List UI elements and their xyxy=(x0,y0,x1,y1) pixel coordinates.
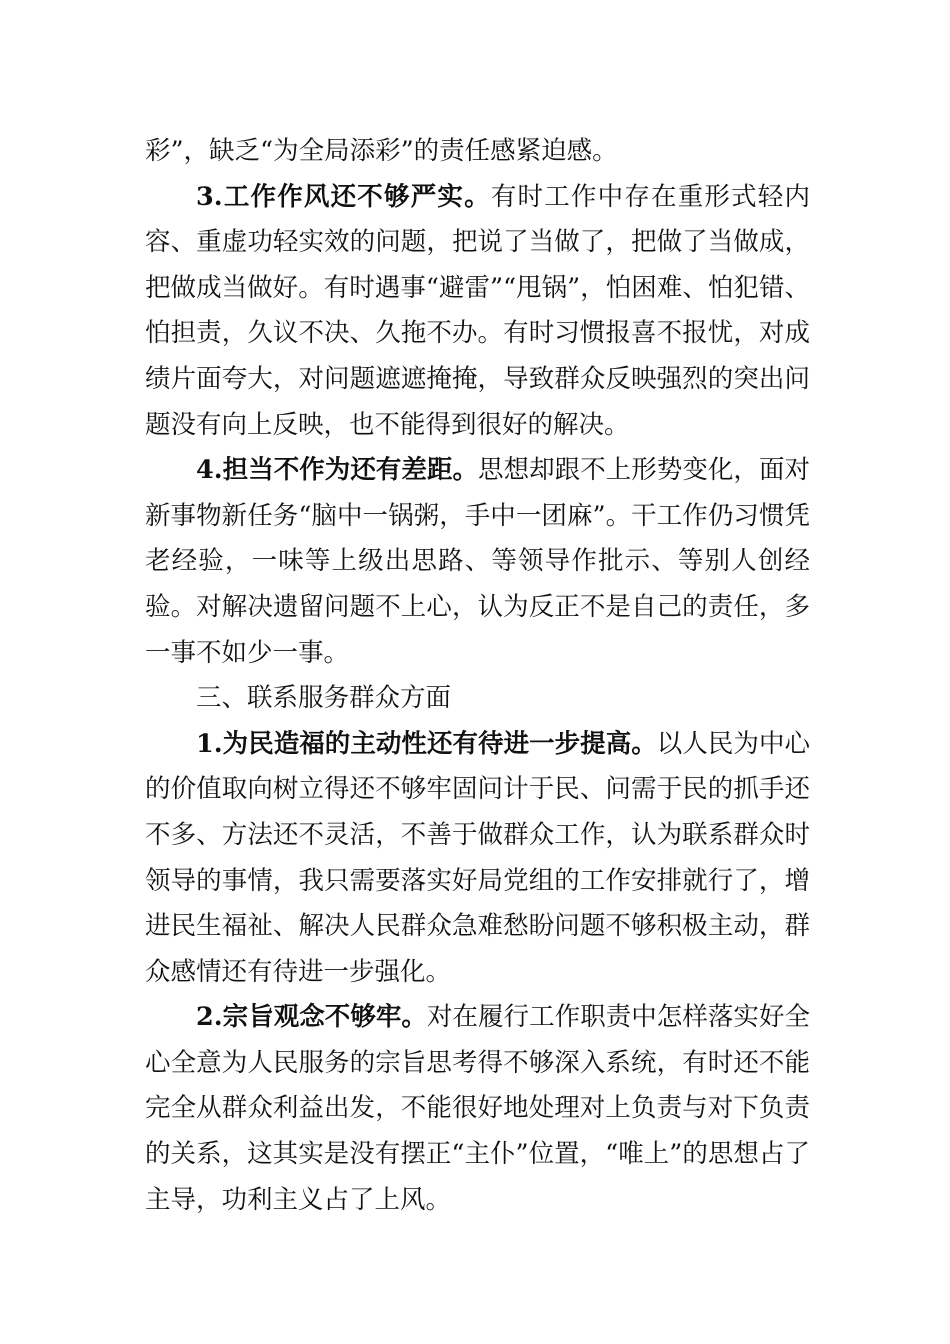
paragraph-text: 对在履行工作职责中怎样落实好全心全意为人民服务的宗旨思考得不够深入系统，有时还不能完全从群众利益出发，不能很好地处理对上负责与对下负责的关系，这其实是没有摆正“主仆”位置，“唯上”的思想占了主导，功利主义占了上风。 xyxy=(145,1002,810,1215)
paragraph-work-style xyxy=(145,175,810,449)
section-title: 三、联系服务群众方面 xyxy=(196,683,452,714)
paragraph-text: 思想却跟不上形势变化，面对新事物新任务“脑中一锅粥，手中一团麻”。干工作仍习惯凭老经验，一味等上级出思路、等领导作批示、等别人创经验。对解决遗留问题不上心，认为反正不是自己的责任，多一事不如少一事。 xyxy=(145,455,810,668)
paragraph-continuation xyxy=(145,129,810,175)
section-heading xyxy=(145,676,810,722)
document-body xyxy=(145,129,810,1223)
paragraph-purpose xyxy=(145,995,810,1223)
paragraph-people-welfare xyxy=(145,722,810,996)
paragraph-heading: 1.为民造福的主动性还有待进一步提高。 xyxy=(196,728,657,759)
paragraph-text: 以人民为中心的价值取向树立得还不够牢固问计于民、问需于民的抓手还不多、方法还不灵活，不善于做群众工作，认为联系群众时领导的事情，我只需要落实好局党组的工作安排就行了，增进民生福祉、解决人民群众急难愁盼问题不够积极主动，群众感情还有待进一步强化。 xyxy=(145,728,810,987)
paragraph-text: 有时工作中存在重形式轻内容、重虚功轻实效的问题，把说了当做了，把做了当做成，把做成当做好。有时遇事“避雷”“甩锅”，怕困难、怕犯错、怕担责，久议不决、久拖不办。有时习惯报喜不报忧，对成绩片面夸大，对问题遮遮掩掩，导致群众反映强烈的突出问题没有向上反映，也不能得到很好的解决。 xyxy=(145,181,810,440)
paragraph-heading: 4.担当不作为还有差距。 xyxy=(196,455,479,486)
paragraph-heading: 3.工作作风还不够严实。 xyxy=(196,181,491,212)
paragraph-text: 彩”，缺乏“为全局添彩”的责任感紧迫感。 xyxy=(145,136,618,166)
paragraph-heading: 2.宗旨观念不够牢。 xyxy=(196,1002,427,1033)
paragraph-responsibility xyxy=(145,448,810,676)
